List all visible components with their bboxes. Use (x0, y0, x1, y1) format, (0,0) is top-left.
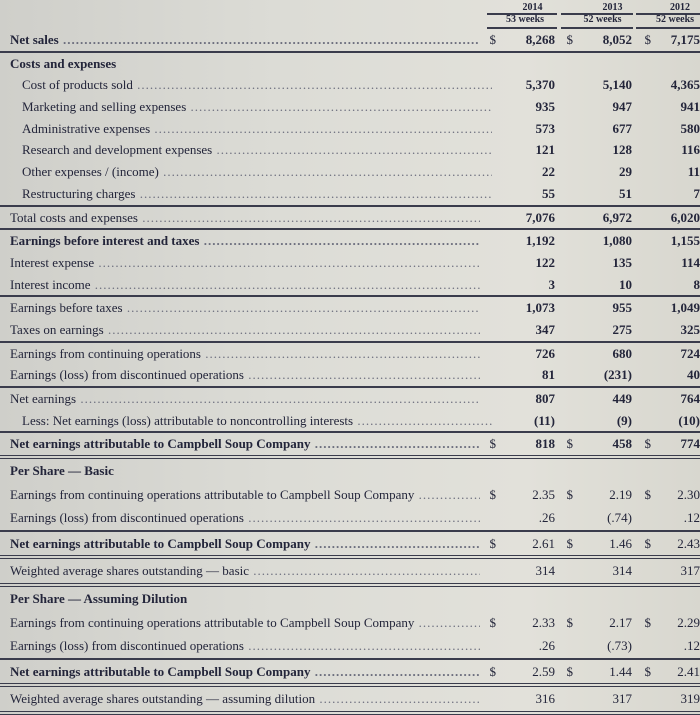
year-2014: 2014 (522, 2, 543, 13)
row-label: Interest income ..... (10, 274, 480, 296)
dollar-sign: $ (566, 436, 573, 452)
value-2014: 573 (535, 120, 555, 136)
value-2014: 316 (535, 691, 555, 707)
table-row (0, 530, 700, 560)
table-row (0, 96, 700, 118)
value-2014: 2.33 (532, 614, 555, 630)
dollar-sign: $ (644, 32, 651, 47)
value-2014: 1,192 (525, 233, 555, 249)
dollar-sign: $ (489, 436, 496, 452)
table-row (0, 74, 700, 96)
row-label: Costs and expenses (10, 55, 117, 71)
table-row (0, 252, 700, 274)
row-label: Restructuring charges ..... (22, 183, 492, 205)
value-2013: (231) (603, 367, 632, 383)
value-2014: 55 (542, 185, 555, 201)
row-label: Research and development expenses ..... (22, 139, 492, 161)
value-2014: 807 (535, 391, 555, 406)
row-label: Cost of products sold ..... (22, 74, 492, 96)
value-2013: 135 (612, 254, 632, 270)
value-2012: .12 (683, 510, 700, 526)
row-label: Weighted average shares outstanding — assuming dilution ..... (10, 687, 480, 711)
value-2014: 3 (548, 276, 555, 292)
value-2013: 5,140 (602, 77, 632, 93)
value-2013: 680 (612, 345, 632, 361)
dollar-sign: $ (644, 486, 651, 502)
year-2013: 2013 (602, 2, 623, 13)
weeks-2012: 52 weeks (655, 14, 695, 25)
dollar-sign: $ (644, 663, 651, 679)
dollar-sign: $ (566, 32, 573, 47)
value-2013: 677 (612, 120, 632, 136)
value-2014: 22 (542, 164, 555, 180)
dollar-sign: $ (489, 32, 496, 47)
value-2012: 317 (680, 563, 700, 579)
table-row (0, 51, 700, 75)
table-row (0, 559, 700, 587)
value-2014: (11) (534, 412, 555, 428)
table-row (0, 386, 700, 410)
value-2014: .26 (538, 638, 555, 654)
row-label: Per Share — Basic (10, 463, 114, 479)
value-2013: (.73) (607, 638, 632, 654)
value-2012: 11 (687, 164, 700, 180)
value-2012: 116 (681, 142, 700, 158)
value-2013: 6,972 (602, 209, 632, 225)
value-2012: 4,365 (670, 77, 700, 93)
value-2014: 7,076 (525, 209, 555, 225)
row-label: Net earnings attributable to Campbell Soup Company ..... (10, 660, 480, 684)
value-2012: 325 (680, 321, 700, 337)
table-row (0, 183, 700, 205)
value-2014: 2.59 (532, 663, 555, 679)
value-2012: 2.41 (677, 663, 700, 679)
value-2013: 275 (612, 321, 632, 337)
value-2012: 2.29 (677, 614, 700, 630)
table-row (0, 29, 700, 51)
row-label: Net earnings ..... (10, 388, 480, 410)
value-2013: 1.44 (609, 663, 632, 679)
value-2012: (10) (678, 412, 700, 428)
value-2012: 114 (681, 254, 700, 270)
dollar-sign: $ (644, 614, 651, 630)
row-label: Marketing and selling expenses ..... (22, 96, 492, 118)
table-row (0, 459, 700, 483)
table-row (0, 431, 700, 459)
table-row (0, 118, 700, 140)
table-row (0, 161, 700, 183)
value-2013: 10 (619, 276, 632, 292)
row-label: Earnings before interest and taxes ..... (10, 230, 480, 252)
value-2013: 2.17 (609, 614, 632, 630)
dollar-sign: $ (489, 663, 496, 679)
value-2014: 2.35 (532, 486, 555, 502)
dollar-sign: $ (489, 535, 496, 551)
value-2014: 1,073 (525, 300, 555, 316)
table-row (0, 687, 700, 715)
row-label: Administrative expenses ..... (22, 118, 492, 140)
dollar-sign: $ (644, 436, 651, 452)
value-2014: 818 (535, 436, 555, 452)
value-2012: 7,175 (670, 32, 700, 47)
value-2013: 955 (612, 300, 632, 316)
dollar-sign: $ (644, 535, 651, 551)
dollar-sign: $ (566, 535, 573, 551)
value-2012: 1,155 (670, 233, 700, 249)
table-row (0, 205, 700, 229)
value-2012: 724 (680, 345, 700, 361)
value-2013: 2.19 (609, 486, 632, 502)
value-2013: (9) (616, 412, 632, 428)
row-label: Interest expense ..... (10, 252, 480, 274)
value-2014: 5,370 (525, 77, 555, 93)
value-2014: 726 (535, 345, 555, 361)
table-row (0, 319, 700, 341)
table-row (0, 274, 700, 296)
value-2012: 40 (687, 367, 700, 383)
table-row (0, 483, 700, 507)
value-2013: 947 (612, 99, 632, 115)
value-2013: 458 (612, 436, 632, 452)
weeks-2014: 53 weeks (505, 14, 545, 25)
table-row (0, 295, 700, 319)
value-2012: 2.30 (677, 486, 700, 502)
table-row (0, 587, 700, 611)
row-label: Net sales ..... (10, 29, 480, 51)
table-row (0, 611, 700, 635)
dollar-sign: $ (489, 614, 496, 630)
row-label: Earnings from continuing operations attributable to Campbell Soup Company ..... (10, 611, 480, 635)
value-2014: 314 (535, 563, 555, 579)
value-2013: 1.46 (609, 535, 632, 551)
value-2012: 774 (680, 436, 700, 452)
row-label: Earnings from continuing operations ..... (10, 343, 480, 365)
value-2014: 935 (535, 99, 555, 115)
weeks-2013: 52 weeks (583, 14, 622, 25)
value-2012: 6,020 (670, 209, 700, 225)
value-2014: 2.61 (532, 535, 555, 551)
table-row (0, 410, 700, 432)
value-2013: 1,080 (602, 233, 632, 249)
row-label: Other expenses / (income) ..... (22, 161, 492, 183)
value-2012: 8 (693, 276, 700, 292)
row-label: Less: Net earnings (loss) attributable to noncontrolling interests ..... (22, 410, 492, 432)
value-2012: 941 (680, 99, 700, 115)
value-2013: 51 (619, 185, 632, 201)
value-2013: 29 (619, 164, 632, 180)
row-label: Earnings (loss) from discontinued operations ..... (10, 364, 480, 386)
row-label: Earnings from continuing operations attributable to Campbell Soup Company ..... (10, 483, 480, 507)
value-2012: 580 (680, 120, 700, 136)
dollar-sign: $ (566, 614, 573, 630)
value-2012: 319 (680, 691, 700, 707)
value-2013: 314 (612, 563, 632, 579)
table-row (0, 364, 700, 386)
row-label: Net earnings attributable to Campbell Soup Company ..... (10, 433, 480, 455)
value-2013: 128 (612, 142, 632, 158)
dollar-sign: $ (489, 486, 496, 502)
table-row (0, 341, 700, 365)
row-label: Earnings (loss) from discontinued operations ..... (10, 506, 480, 530)
value-2014: 8,268 (525, 32, 555, 47)
row-label: Earnings before taxes ..... (10, 297, 480, 319)
value-2014: .26 (538, 510, 555, 526)
row-label: Taxes on earnings ..... (10, 319, 480, 341)
income-statement-table (0, 29, 700, 715)
dollar-sign: $ (566, 663, 573, 679)
value-2012: 764 (680, 391, 700, 406)
table-row (0, 658, 700, 688)
row-label: Net earnings attributable to Campbell Soup Company ..... (10, 532, 480, 556)
value-2012: .12 (683, 638, 700, 654)
row-label: Per Share — Assuming Dilution (10, 591, 188, 607)
column-header (0, 0, 700, 32)
value-2013: 8,052 (602, 32, 632, 47)
table-row (0, 228, 700, 252)
value-2012: 7 (693, 185, 700, 201)
year-2012: 2012 (670, 2, 690, 13)
value-2013: (.74) (607, 510, 632, 526)
value-2014: 122 (535, 254, 555, 270)
value-2013: 317 (612, 691, 632, 707)
row-label: Earnings (loss) from discontinued operations ..... (10, 634, 480, 658)
value-2014: 121 (535, 142, 555, 158)
value-2012: 2.43 (677, 535, 700, 551)
value-2012: 1,049 (670, 300, 700, 316)
table-row (0, 139, 700, 161)
row-label: Total costs and expenses ..... (10, 207, 480, 229)
table-row (0, 634, 700, 658)
row-label: Weighted average shares outstanding — basic ..... (10, 559, 480, 583)
table-row (0, 506, 700, 530)
value-2014: 81 (542, 367, 555, 383)
value-2013: 449 (612, 391, 632, 406)
value-2014: 347 (535, 321, 555, 337)
dollar-sign: $ (566, 486, 573, 502)
